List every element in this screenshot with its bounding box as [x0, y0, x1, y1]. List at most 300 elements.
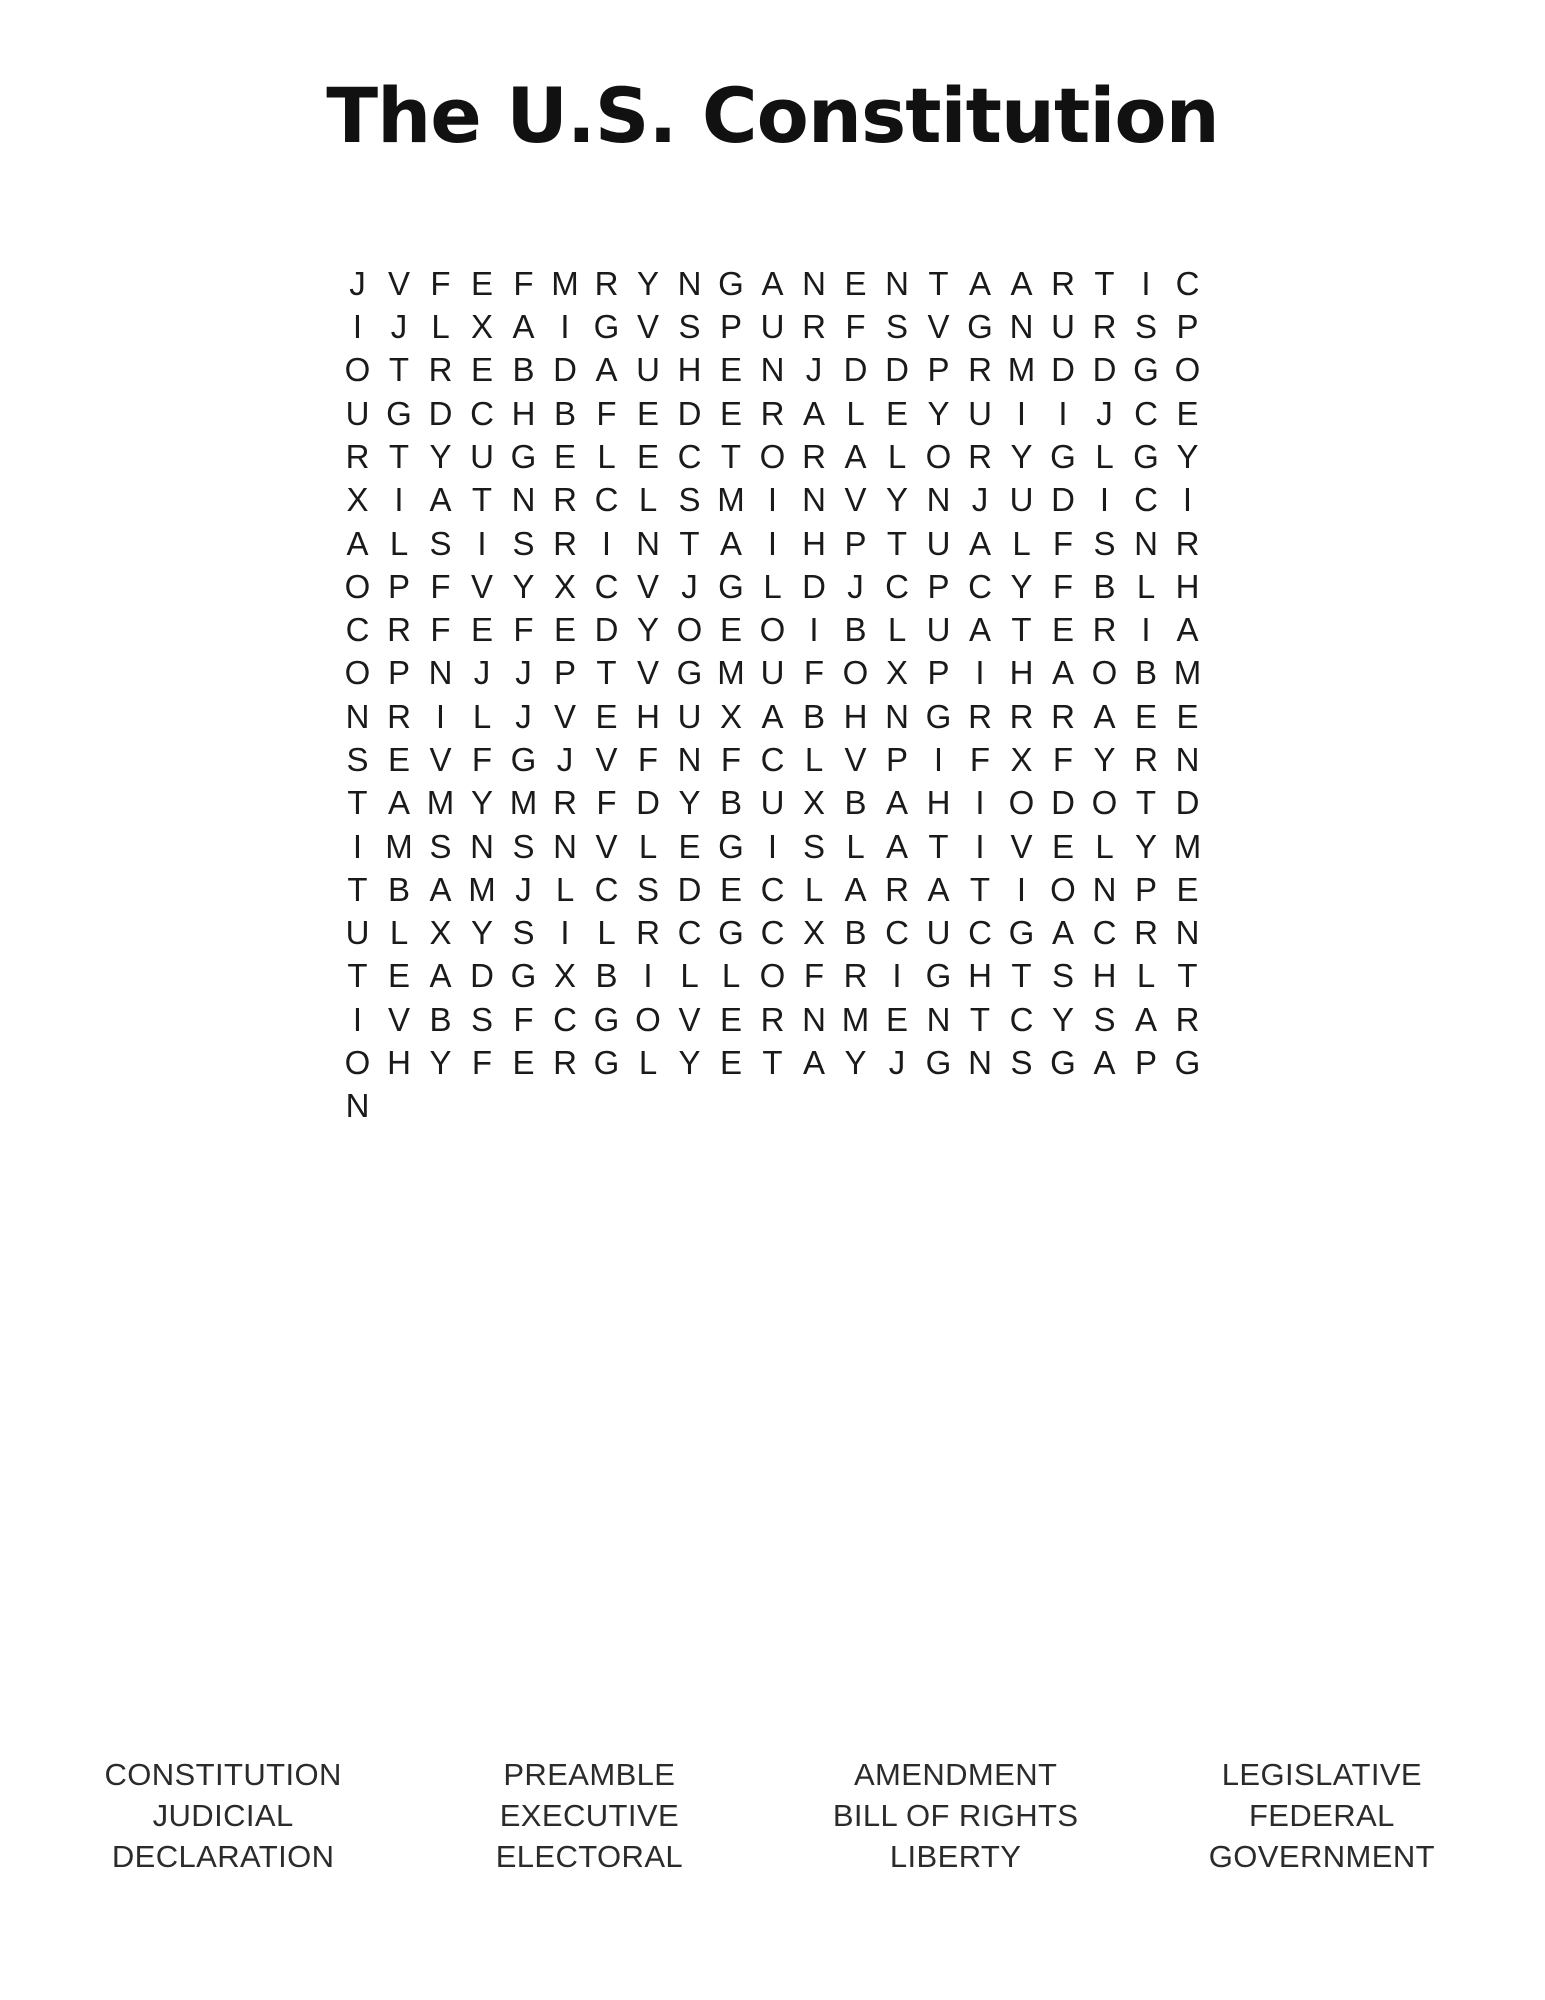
grid-cell[interactable]: F [513, 264, 534, 302]
grid-cell[interactable]: V [636, 654, 659, 692]
grid-cell[interactable]: S [470, 1000, 493, 1038]
grid-cell[interactable]: R [1134, 741, 1158, 778]
grid-cell[interactable]: J [515, 654, 532, 692]
grid-cell[interactable]: E [678, 827, 701, 865]
grid-cell[interactable]: H [1009, 654, 1034, 692]
grid-cell[interactable]: B [429, 1000, 452, 1038]
grid-cell[interactable]: R [885, 870, 909, 908]
grid-cell[interactable]: C [594, 870, 619, 908]
grid-cell[interactable]: A [802, 394, 825, 432]
grid-cell[interactable]: I [1016, 870, 1027, 908]
grid-cell[interactable]: T [762, 1044, 783, 1082]
grid-cell[interactable]: U [1051, 308, 1075, 346]
grid-cell[interactable]: I [975, 784, 985, 822]
grid-cell[interactable]: D [1051, 481, 1075, 519]
grid-cell[interactable]: G [1050, 1044, 1076, 1082]
grid-cell[interactable]: C [345, 611, 370, 649]
grid-cell[interactable]: G [593, 1000, 620, 1038]
grid-cell[interactable]: I [1058, 394, 1068, 432]
grid-cell[interactable]: Y [678, 784, 701, 822]
grid-cell[interactable]: N [511, 481, 536, 519]
grid-cell[interactable]: E [844, 264, 867, 302]
grid-cell[interactable]: R [1051, 264, 1075, 302]
grid-cell[interactable]: S [1093, 524, 1116, 562]
grid-cell[interactable]: O [676, 611, 703, 649]
grid-cell[interactable]: F [430, 264, 451, 302]
grid-cell[interactable]: T [886, 524, 908, 562]
grid-cell[interactable]: N [802, 481, 826, 519]
grid-cell[interactable]: R [636, 914, 660, 952]
grid-cell[interactable]: S [678, 481, 701, 519]
grid-cell[interactable]: N [1175, 741, 1200, 778]
grid-cell[interactable]: C [1134, 481, 1158, 519]
grid-cell[interactable]: S [512, 827, 535, 865]
grid-cell[interactable]: M [841, 1000, 870, 1038]
grid-cell[interactable]: A [1051, 914, 1074, 952]
grid-cell[interactable]: D [1051, 351, 1075, 389]
grid-cell[interactable]: P [927, 654, 950, 692]
grid-cell[interactable]: T [679, 524, 700, 562]
grid-cell[interactable]: S [512, 914, 535, 952]
grid-cell[interactable]: O [635, 1000, 661, 1038]
grid-cell[interactable]: I [1182, 481, 1193, 519]
grid-cell[interactable]: M [509, 784, 538, 822]
grid-cell[interactable]: I [892, 957, 902, 995]
grid-cell[interactable]: H [802, 524, 826, 562]
grid-cell[interactable]: O [1008, 784, 1035, 822]
grid-cell[interactable]: Y [470, 784, 493, 822]
grid-cell[interactable]: O [759, 957, 786, 995]
grid-cell[interactable]: N [677, 264, 702, 302]
grid-cell[interactable]: C [470, 394, 494, 432]
grid-cell[interactable]: B [844, 914, 867, 952]
grid-cell[interactable]: F [803, 957, 825, 995]
grid-cell[interactable]: E [470, 351, 493, 389]
grid-cell[interactable]: E [885, 394, 908, 432]
grid-cell[interactable]: A [968, 524, 991, 562]
grid-cell[interactable]: S [885, 308, 908, 346]
grid-cell[interactable]: A [885, 784, 908, 822]
grid-cell[interactable]: T [388, 437, 410, 475]
grid-cell[interactable]: J [390, 308, 408, 346]
grid-cell[interactable]: C [1175, 264, 1200, 302]
grid-cell[interactable]: E [1051, 611, 1074, 649]
grid-cell[interactable]: L [846, 394, 865, 432]
grid-cell[interactable]: A [885, 827, 908, 865]
grid-cell[interactable]: A [429, 957, 452, 995]
grid-cell[interactable]: P [1134, 1044, 1157, 1082]
grid-cell[interactable]: I [394, 481, 404, 519]
grid-cell[interactable]: F [513, 1000, 534, 1038]
grid-cell[interactable]: G [510, 437, 537, 475]
grid-cell[interactable]: O [344, 351, 371, 389]
grid-cell[interactable]: X [719, 697, 742, 735]
grid-cell[interactable]: U [470, 437, 494, 475]
grid-cell[interactable]: S [802, 827, 825, 865]
grid-cell[interactable]: R [553, 1044, 577, 1082]
grid-cell[interactable]: A [1093, 697, 1116, 735]
grid-cell[interactable]: R [553, 481, 577, 519]
grid-cell[interactable]: L [1012, 524, 1031, 562]
grid-cell[interactable]: S [512, 524, 535, 562]
grid-cell[interactable]: T [928, 264, 949, 302]
grid-cell[interactable]: N [968, 1044, 992, 1082]
grid-cell[interactable]: G [1133, 437, 1159, 475]
grid-cell[interactable]: Y [1093, 741, 1116, 778]
grid-cell[interactable]: Y [429, 437, 452, 475]
grid-cell[interactable]: V [844, 741, 867, 778]
grid-cell[interactable]: G [1133, 351, 1159, 389]
grid-cell[interactable]: L [804, 741, 824, 778]
grid-cell[interactable]: A [844, 870, 867, 908]
grid-cell[interactable]: J [681, 567, 698, 605]
grid-cell[interactable]: T [1094, 264, 1115, 302]
grid-cell[interactable]: A [1093, 1044, 1116, 1082]
grid-cell[interactable]: D [470, 957, 494, 995]
grid-cell[interactable]: I [767, 481, 778, 519]
grid-cell[interactable]: P [844, 524, 867, 562]
grid-cell[interactable]: G [1174, 1044, 1201, 1082]
grid-cell[interactable]: E [719, 870, 742, 908]
grid-cell[interactable]: L [804, 870, 824, 908]
grid-cell[interactable]: C [594, 567, 619, 605]
grid-cell[interactable]: N [470, 827, 494, 865]
grid-cell[interactable]: R [1092, 308, 1117, 346]
grid-cell[interactable]: N [760, 351, 785, 389]
grid-cell[interactable]: Y [470, 914, 493, 952]
grid-cell[interactable]: J [971, 481, 989, 519]
grid-cell[interactable]: N [345, 1087, 370, 1125]
grid-cell[interactable]: R [387, 611, 411, 649]
grid-cell[interactable]: S [429, 524, 452, 562]
grid-cell[interactable]: I [601, 524, 612, 562]
grid-cell[interactable]: T [1135, 784, 1157, 822]
grid-cell[interactable]: G [593, 1044, 620, 1082]
grid-cell[interactable]: N [926, 481, 951, 519]
grid-cell[interactable]: T [347, 784, 368, 822]
grid-cell[interactable]: X [1010, 741, 1033, 778]
grid-cell[interactable]: D [428, 394, 453, 432]
grid-cell[interactable]: J [1096, 394, 1113, 432]
grid-cell[interactable]: N [1175, 914, 1200, 952]
grid-cell[interactable]: R [802, 437, 826, 475]
grid-cell[interactable]: D [677, 870, 702, 908]
grid-cell[interactable]: X [802, 914, 825, 952]
grid-cell[interactable]: T [471, 481, 493, 519]
grid-cell[interactable]: E [553, 437, 576, 475]
grid-cell[interactable]: X [470, 308, 493, 346]
grid-cell[interactable]: O [1050, 870, 1076, 908]
grid-cell[interactable]: C [760, 914, 785, 952]
grid-cell[interactable]: H [843, 697, 868, 735]
grid-cell[interactable]: N [428, 654, 453, 692]
grid-cell[interactable]: N [1092, 870, 1117, 908]
grid-cell[interactable]: B [387, 870, 410, 908]
grid-cell[interactable]: Y [636, 264, 659, 302]
grid-cell[interactable]: O [759, 611, 786, 649]
grid-cell[interactable]: I [352, 827, 363, 865]
grid-cell[interactable]: D [636, 784, 660, 822]
grid-cell[interactable]: L [1136, 957, 1156, 995]
grid-cell[interactable]: U [926, 914, 951, 952]
grid-cell[interactable]: I [352, 308, 363, 346]
grid-cell[interactable]: F [720, 741, 742, 778]
grid-cell[interactable]: A [429, 481, 452, 519]
grid-cell[interactable]: L [887, 437, 907, 475]
grid-cell[interactable]: A [968, 264, 991, 302]
grid-cell[interactable]: Y [1010, 567, 1033, 605]
grid-cell[interactable]: F [471, 741, 493, 778]
grid-cell[interactable]: A [719, 524, 742, 562]
grid-cell[interactable]: I [477, 524, 487, 562]
grid-cell[interactable]: S [1051, 957, 1074, 995]
grid-cell[interactable]: G [593, 308, 620, 346]
grid-cell[interactable]: V [553, 697, 576, 735]
grid-cell[interactable]: U [636, 351, 660, 389]
grid-cell[interactable]: G [925, 1044, 952, 1082]
grid-cell[interactable]: R [1134, 914, 1158, 952]
grid-cell[interactable]: Y [1051, 1000, 1074, 1038]
grid-cell[interactable]: Y [927, 394, 950, 432]
grid-cell[interactable]: S [1134, 308, 1157, 346]
grid-cell[interactable]: J [888, 1044, 906, 1082]
grid-cell[interactable]: L [1095, 437, 1114, 475]
grid-cell[interactable]: T [596, 654, 617, 692]
grid-cell[interactable]: L [846, 827, 865, 865]
grid-cell[interactable]: A [429, 870, 452, 908]
grid-cell[interactable]: E [719, 611, 742, 649]
grid-cell[interactable]: C [885, 567, 909, 605]
grid-cell[interactable]: R [1009, 697, 1034, 735]
grid-cell[interactable]: E [512, 1044, 535, 1082]
grid-cell[interactable]: T [1011, 611, 1032, 649]
grid-cell[interactable]: R [968, 437, 992, 475]
grid-cell[interactable]: Y [1010, 437, 1033, 475]
grid-cell[interactable]: E [387, 741, 410, 778]
grid-cell[interactable]: D [1175, 784, 1200, 822]
grid-cell[interactable]: E [636, 394, 659, 432]
grid-cell[interactable]: D [843, 351, 868, 389]
grid-cell[interactable]: I [933, 741, 944, 778]
grid-cell[interactable]: O [1091, 784, 1118, 822]
grid-cell[interactable]: U [760, 654, 785, 692]
grid-cell[interactable]: C [1092, 914, 1117, 952]
grid-cell[interactable]: R [553, 784, 577, 822]
grid-cell[interactable]: I [1141, 264, 1151, 302]
grid-cell[interactable]: F [1052, 567, 1074, 605]
grid-cell[interactable]: F [430, 611, 451, 649]
grid-cell[interactable]: B [802, 697, 825, 735]
grid-cell[interactable]: F [1052, 741, 1074, 778]
grid-cell[interactable]: B [512, 351, 535, 389]
grid-cell[interactable]: N [345, 697, 370, 735]
grid-cell[interactable]: E [387, 957, 410, 995]
grid-cell[interactable]: V [595, 741, 618, 778]
grid-cell[interactable]: S [1093, 1000, 1116, 1038]
grid-cell[interactable]: Y [429, 1044, 452, 1082]
grid-cell[interactable]: A [761, 264, 784, 302]
grid-cell[interactable]: D [1051, 784, 1075, 822]
grid-cell[interactable]: E [719, 1000, 742, 1038]
grid-cell[interactable]: Y [885, 481, 908, 519]
grid-cell[interactable]: L [389, 524, 409, 562]
grid-cell[interactable]: R [760, 1000, 785, 1038]
grid-cell[interactable]: C [760, 741, 785, 778]
grid-cell[interactable]: E [1176, 394, 1199, 432]
grid-cell[interactable]: V [429, 741, 452, 778]
grid-cell[interactable]: N [636, 524, 660, 562]
grid-cell[interactable]: I [975, 654, 985, 692]
grid-cell[interactable]: A [968, 611, 991, 649]
grid-cell[interactable]: I [1099, 481, 1110, 519]
grid-cell[interactable]: E [1176, 697, 1199, 735]
grid-cell[interactable]: P [1176, 308, 1199, 346]
grid-cell[interactable]: N [677, 741, 702, 778]
grid-cell[interactable]: P [719, 308, 742, 346]
grid-cell[interactable]: J [556, 741, 574, 778]
grid-cell[interactable]: G [718, 827, 744, 865]
grid-cell[interactable]: G [1008, 914, 1035, 952]
grid-cell[interactable]: F [845, 308, 866, 346]
grid-cell[interactable]: F [969, 741, 991, 778]
grid-cell[interactable]: D [553, 351, 577, 389]
grid-cell[interactable]: C [968, 567, 992, 605]
grid-cell[interactable]: A [387, 784, 410, 822]
grid-cell[interactable]: R [968, 697, 992, 735]
grid-cell[interactable]: I [1141, 611, 1151, 649]
grid-cell[interactable]: L [721, 957, 741, 995]
grid-cell[interactable]: C [1009, 1000, 1034, 1038]
grid-cell[interactable]: O [1174, 351, 1201, 389]
grid-cell[interactable]: V [636, 308, 659, 346]
grid-cell[interactable]: C [594, 481, 619, 519]
grid-cell[interactable]: L [597, 437, 616, 475]
grid-cell[interactable]: Y [636, 611, 659, 649]
grid-cell[interactable]: C [760, 870, 785, 908]
grid-cell[interactable]: P [387, 567, 410, 605]
grid-cell[interactable]: H [636, 697, 660, 735]
grid-cell[interactable]: F [430, 567, 451, 605]
grid-cell[interactable]: T [969, 870, 991, 908]
grid-cell[interactable]: P [927, 567, 950, 605]
grid-cell[interactable]: J [805, 351, 823, 389]
grid-cell[interactable]: M [717, 654, 745, 692]
grid-cell[interactable]: O [344, 567, 371, 605]
grid-cell[interactable]: X [553, 957, 576, 995]
grid-cell[interactable]: I [975, 827, 985, 865]
grid-cell[interactable]: L [472, 697, 492, 735]
grid-cell[interactable]: A [1051, 654, 1074, 692]
grid-cell[interactable]: N [885, 697, 909, 735]
grid-cell[interactable]: E [1134, 697, 1157, 735]
grid-cell[interactable]: G [510, 957, 537, 995]
grid-cell[interactable]: L [597, 914, 616, 952]
grid-cell[interactable]: E [719, 351, 742, 389]
grid-cell[interactable]: X [429, 914, 452, 952]
grid-cell[interactable]: U [345, 914, 370, 952]
grid-cell[interactable]: X [553, 567, 576, 605]
grid-cell[interactable]: O [344, 1044, 371, 1082]
grid-cell[interactable]: N [802, 264, 826, 302]
grid-cell[interactable]: H [1092, 957, 1117, 995]
grid-cell[interactable]: G [925, 957, 952, 995]
grid-cell[interactable]: N [885, 264, 909, 302]
grid-cell[interactable]: V [678, 1000, 701, 1038]
grid-cell[interactable]: I [560, 308, 570, 346]
grid-cell[interactable]: V [844, 481, 867, 519]
grid-cell[interactable]: I [435, 697, 446, 735]
grid-cell[interactable]: G [510, 741, 537, 778]
grid-cell[interactable]: O [842, 654, 869, 692]
grid-cell[interactable]: G [718, 264, 744, 302]
grid-cell[interactable]: P [885, 741, 908, 778]
grid-cell[interactable]: V [595, 827, 618, 865]
grid-cell[interactable]: B [844, 611, 867, 649]
grid-cell[interactable]: V [470, 567, 493, 605]
grid-cell[interactable]: U [345, 394, 370, 432]
grid-cell[interactable]: X [885, 654, 908, 692]
grid-cell[interactable]: M [426, 784, 455, 822]
grid-cell[interactable]: C [677, 437, 702, 475]
grid-cell[interactable]: A [1134, 1000, 1157, 1038]
grid-cell[interactable]: Y [512, 567, 535, 605]
grid-cell[interactable]: I [809, 611, 819, 649]
grid-cell[interactable]: T [969, 1000, 991, 1038]
grid-cell[interactable]: R [428, 351, 453, 389]
grid-cell[interactable]: L [1136, 567, 1156, 605]
grid-cell[interactable]: J [473, 654, 491, 692]
grid-cell[interactable]: C [1134, 394, 1158, 432]
grid-cell[interactable]: A [844, 437, 867, 475]
grid-cell[interactable]: T [1177, 957, 1198, 995]
grid-cell[interactable]: D [677, 394, 702, 432]
grid-cell[interactable]: M [717, 481, 745, 519]
grid-cell[interactable]: H [677, 351, 702, 389]
grid-cell[interactable]: J [847, 567, 864, 605]
grid-cell[interactable]: A [595, 351, 618, 389]
grid-cell[interactable]: J [515, 870, 532, 908]
grid-cell[interactable]: R [1175, 1000, 1200, 1038]
grid-cell[interactable]: M [1007, 351, 1036, 389]
grid-cell[interactable]: E [719, 394, 742, 432]
grid-cell[interactable]: O [759, 437, 786, 475]
grid-cell[interactable]: C [968, 914, 992, 952]
grid-cell[interactable]: N [553, 827, 577, 865]
grid-cell[interactable]: U [760, 308, 785, 346]
grid-cell[interactable]: L [638, 481, 658, 519]
grid-cell[interactable]: I [352, 1000, 363, 1038]
grid-cell[interactable]: D [1092, 351, 1117, 389]
grid-cell[interactable]: T [347, 870, 368, 908]
grid-cell[interactable]: B [595, 957, 618, 995]
grid-cell[interactable]: Y [844, 1044, 867, 1082]
grid-cell[interactable]: B [553, 394, 576, 432]
grid-cell[interactable]: M [385, 827, 413, 865]
grid-cell[interactable]: R [1092, 611, 1117, 649]
grid-cell[interactable]: O [925, 437, 952, 475]
grid-cell[interactable]: U [926, 524, 951, 562]
grid-cell[interactable]: U [968, 394, 992, 432]
grid-cell[interactable]: F [803, 654, 825, 692]
grid-cell[interactable]: P [927, 351, 950, 389]
grid-cell[interactable]: H [926, 784, 951, 822]
grid-cell[interactable]: T [347, 957, 368, 995]
grid-cell[interactable]: V [387, 1000, 410, 1038]
grid-cell[interactable]: C [553, 1000, 577, 1038]
grid-cell[interactable]: E [1051, 827, 1074, 865]
grid-cell[interactable]: F [471, 1044, 493, 1082]
grid-cell[interactable]: H [511, 394, 536, 432]
